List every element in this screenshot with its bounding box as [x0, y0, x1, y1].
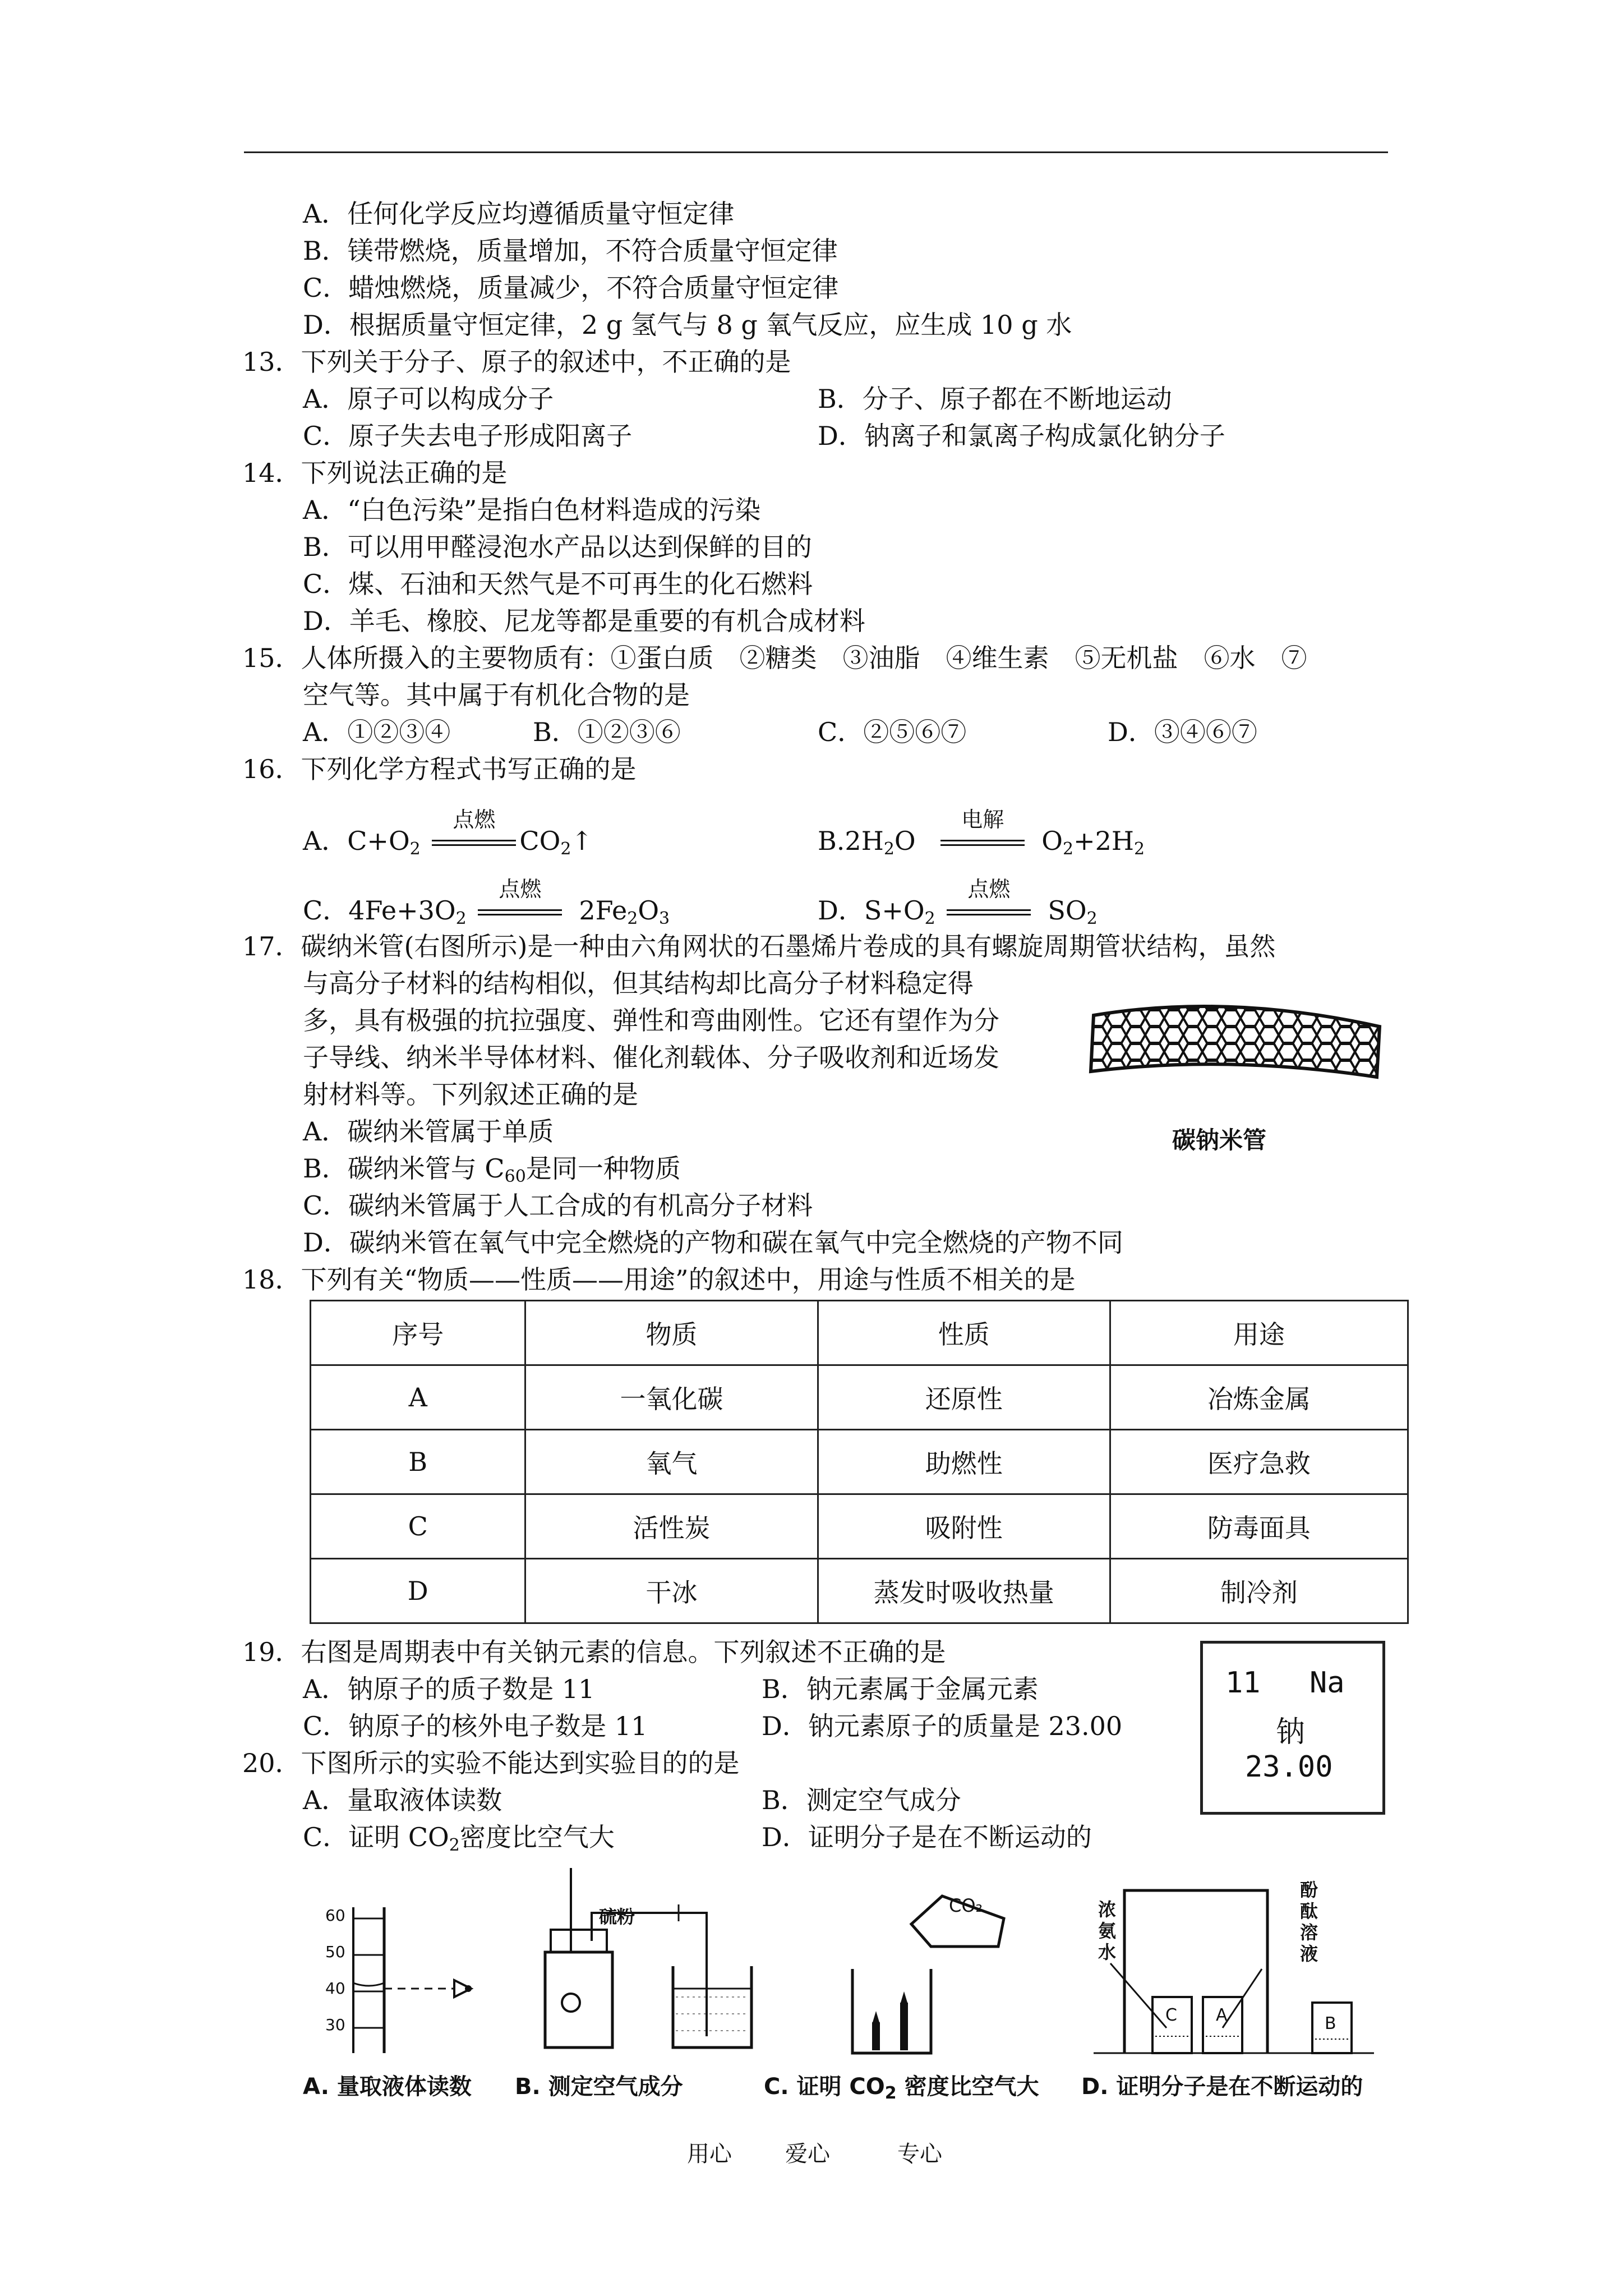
scale-tick-40: 40	[325, 1979, 345, 1998]
q12-option-b: B．镁带燃烧，质量增加，不符合质量守恒定律	[303, 236, 838, 266]
table-header-cell: 序号	[311, 1301, 525, 1365]
figure-b-air-apparatus	[538, 1868, 774, 2059]
footer-word-1: 用心	[687, 2141, 732, 2167]
q15-option-c: C．②⑤⑥⑦	[818, 717, 967, 747]
scale-tick-30: 30	[325, 2016, 345, 2034]
scale-tick-50: 50	[325, 1943, 345, 1961]
q17-option-b: B．碳纳米管与 $C_{60}$是同一种物质	[303, 1153, 681, 1186]
q20-option-b: B．测定空气成分	[762, 1785, 961, 1815]
q17-stem-line5: 射材料等。下列叙述正确的是	[303, 1079, 638, 1110]
q12-option-d: D．根据质量守恒定律，2 g 氢气与 8 g 氧气反应，应生成 10 g 水	[303, 310, 1072, 340]
q16-option-b: $B.2H_2O$ 电解 $O_2+2H_2$	[818, 807, 1145, 859]
q15-option-b: B．①②③⑥	[533, 717, 681, 747]
q17-option-d: D．碳纳米管在氧气中完全燃烧的产物和碳在氧气中完全燃烧的产物不同	[303, 1227, 1123, 1258]
q17-stem-line1: 17．碳纳米管(右图所示)是一种由六角网状的石墨烯片卷成的具有螺旋周期管状结构，虽然	[242, 931, 1276, 961]
q20-stem: 20．下图所示的实验不能达到实验目的的是	[242, 1748, 740, 1778]
q15-stem-line1: 15．人体所摄入的主要物质有：①蛋白质 ②糖类 ③油脂 ④维生素 ⑤无机盐 ⑥水 ⑦	[242, 643, 1307, 673]
q19-option-d: D．钠元素原子的质量是 23.00	[762, 1711, 1123, 1741]
q20-option-d: D．证明分子是在不断运动的	[762, 1822, 1092, 1852]
q14-stem: 14．下列说法正确的是	[242, 458, 508, 488]
q18-stem: 18．下列有关“物质——性质——用途”的叙述中，用途与性质不相关的是	[242, 1264, 1076, 1295]
table-cell: 防毒面具	[1110, 1494, 1408, 1559]
element-mass: 23.00	[1245, 1750, 1333, 1784]
beaker-b-label: B	[1325, 2014, 1336, 2033]
element-name: 钠	[1276, 1715, 1306, 1749]
q13-option-d: D．钠离子和氯离子构成氯化钠分子	[818, 421, 1225, 451]
q15-option-d: D．③④⑥⑦	[1108, 717, 1257, 747]
table-cell: 一氧化碳	[525, 1365, 818, 1430]
figure-c-co2-pour	[847, 1885, 1015, 2059]
element-symbol: Na	[1310, 1666, 1345, 1700]
ammonia-label: 浓氨水	[1098, 1899, 1117, 1963]
q19-option-b: B．钠元素属于金属元素	[762, 1674, 1039, 1704]
table-header-cell: 用途	[1110, 1301, 1408, 1365]
q13-option-b: B．分子、原子都在不断地运动	[818, 384, 1172, 414]
figure-caption-c: C. 证明 $CO_2$ 密度比空气大	[764, 2074, 1039, 2103]
q16-stem: 16．下列化学方程式书写正确的是	[242, 754, 637, 784]
q14-option-b: B．可以用甲醛浸泡水产品以达到保鲜的目的	[303, 532, 812, 562]
figure-caption-a: A. 量取液体读数	[303, 2074, 472, 2100]
q13-option-c: C．原子失去电子形成阳离子	[303, 421, 633, 451]
q17-stem-line3: 多，具有极强的抗拉强度、弹性和弯曲刚性。它还有望作为分	[303, 1005, 999, 1036]
table-header-row	[311, 1301, 1408, 1365]
property-table	[310, 1300, 1409, 1624]
table-cell: C	[311, 1494, 525, 1559]
q17-option-a: A．碳纳米管属于单质	[303, 1116, 554, 1147]
element-atomic-number: 11	[1225, 1666, 1261, 1700]
co2-label: CO₂	[949, 1895, 983, 1916]
figure-a-cylinder	[320, 1896, 505, 2059]
q14-option-a: A．“白色污染”是指白色材料造成的污染	[303, 495, 761, 525]
footer-word-2: 爱心	[785, 2141, 830, 2167]
table-cell: D	[311, 1559, 525, 1623]
table-cell: 氧气	[525, 1430, 818, 1494]
q13-stem: 13．下列关于分子、原子的叙述中，不正确的是	[242, 347, 791, 377]
q12-option-a: A．任何化学反应均遵循质量守恒定律	[303, 199, 735, 229]
q14-option-d: D．羊毛、橡胶、尼龙等都是重要的有机合成材料	[303, 606, 865, 636]
table-row	[311, 1365, 1408, 1430]
nanotube-caption: 碳钠米管	[1172, 1126, 1267, 1154]
q16-option-a: A．$C+O_2$ 点燃 $CO_2↑$	[303, 807, 593, 859]
table-row	[311, 1494, 1408, 1559]
table-cell: 吸附性	[818, 1494, 1110, 1559]
table-cell: 助燃性	[818, 1430, 1110, 1494]
table-cell: A	[311, 1365, 525, 1430]
table-cell: 还原性	[818, 1365, 1110, 1430]
q16-option-d: D．$S+O_2$ 点燃 $SO_2$	[818, 877, 1098, 928]
table-cell: B	[311, 1430, 525, 1494]
scale-tick-60: 60	[325, 1906, 345, 1925]
q19-stem: 19．右图是周期表中有关钠元素的信息。下列叙述不正确的是	[242, 1637, 946, 1667]
carbon-nanotube-figure	[1088, 993, 1385, 1099]
q15-stem-line2: 空气等。其中属于有机化合物的是	[303, 680, 690, 710]
q17-stem-line2: 与高分子材料的结构相似，但其结构却比高分子材料稳定得	[303, 968, 974, 999]
element-card	[1200, 1641, 1385, 1815]
q19-option-c: C．钠原子的核外电子数是 11	[303, 1711, 648, 1741]
figure-caption-d: D. 证明分子是在不断运动的	[1081, 2074, 1363, 2100]
q12-option-c: C．蜡烛燃烧，质量减少，不符合质量守恒定律	[303, 273, 839, 303]
table-cell: 医疗急救	[1110, 1430, 1408, 1494]
sulfur-label: 硫粉	[599, 1906, 635, 1927]
beaker-c-label: C	[1165, 2005, 1177, 2025]
beaker-a-label: A	[1216, 2005, 1228, 2025]
footer-word-3: 专心	[897, 2141, 942, 2167]
table-row	[311, 1430, 1408, 1494]
table-cell: 活性炭	[525, 1494, 818, 1559]
q17-option-c: C．碳纳米管属于人工合成的有机高分子材料	[303, 1190, 813, 1221]
table-header-cell: 性质	[818, 1301, 1110, 1365]
q20-option-c: C．证明 $CO_2$密度比空气大	[303, 1822, 615, 1855]
figure-caption-b: B. 测定空气成分	[515, 2074, 683, 2100]
q13-option-a: A．原子可以构成分子	[303, 384, 554, 414]
q20-option-a: A．量取液体读数	[303, 1785, 502, 1815]
table-cell: 制冷剂	[1110, 1559, 1408, 1623]
table-cell: 干冰	[525, 1559, 818, 1623]
header-rule	[244, 151, 1388, 153]
table-cell: 冶炼金属	[1110, 1365, 1408, 1430]
q17-stem-line4: 子导线、纳米半导体材料、催化剂载体、分子吸收剂和近场发	[303, 1042, 999, 1073]
q19-option-a: A．钠原子的质子数是 11	[303, 1674, 595, 1704]
q14-option-c: C．煤、石油和天然气是不可再生的化石燃料	[303, 569, 813, 599]
table-header-cell: 物质	[525, 1301, 818, 1365]
q15-option-a: A．①②③④	[303, 717, 451, 747]
q16-option-c: C．$4Fe+3O_2$ 点燃 $2Fe_2O_3$	[303, 877, 670, 928]
phenol-label: 酚酞溶液	[1300, 1879, 1318, 1964]
table-row	[311, 1559, 1408, 1623]
table-cell: 蒸发时吸收热量	[818, 1559, 1110, 1623]
